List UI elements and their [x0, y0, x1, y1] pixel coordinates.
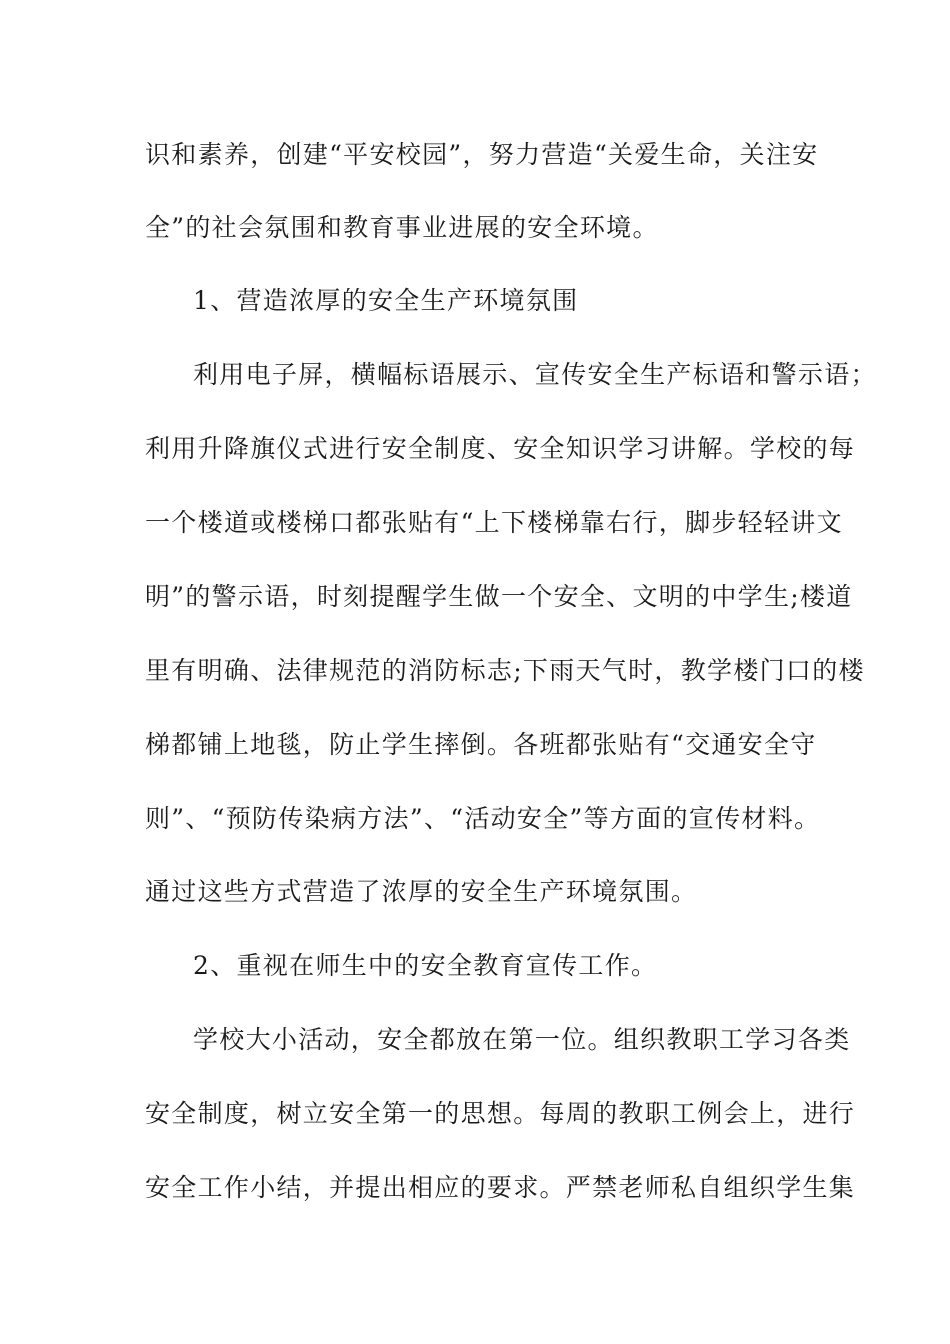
- text-line-15: 安全工作小结，并提出相应的要求。严禁老师私自组织学生集: [145, 1173, 856, 1202]
- text-line-2: 全”的社会氛围和教育事业进展的安全环境。: [145, 213, 659, 242]
- text-line-6: 一个楼道或楼梯口都张贴有“上下楼梯靠右行，脚步轻轻讲文: [145, 508, 843, 537]
- text-line-13: 学校大小活动，安全都放在第一位。组织教职工学习各类: [193, 1025, 851, 1054]
- text-line-11: 通过这些方式营造了浓厚的安全生产环境氛围。: [145, 877, 698, 906]
- text-line-1: 识和素养，创建“平安校园”，努力营造“关爱生命，关注安: [145, 140, 819, 169]
- text-line-4: 利用电子屏，横幅标语展示、宣传安全生产标语和警示语；: [193, 360, 877, 389]
- text-line-9: 梯都铺上地毯，防止学生摔倒。各班都张贴有“交通安全守: [145, 730, 817, 759]
- text-line-7: 明”的警示语，时刻提醒学生做一个安全、文明的中学生;楼道: [145, 582, 853, 611]
- text-line-8: 里有明确、法律规范的消防标志;下雨天气时，教学楼门口的楼: [145, 656, 865, 685]
- text-line-5: 利用升降旗仪式进行安全制度、安全知识学习讲解。学校的每: [145, 434, 856, 463]
- text-line-14: 安全制度，树立安全第一的思想。每周的教职工例会上，进行: [145, 1099, 856, 1128]
- section-heading-1: 1、营造浓厚的安全生产环境氛围: [193, 286, 579, 315]
- text-line-10: 则”、“预防传染病方法”、“活动安全”等方面的宣传材料。: [145, 804, 821, 833]
- section-heading-2: 2、重视在师生中的安全教育宣传工作。: [193, 951, 658, 980]
